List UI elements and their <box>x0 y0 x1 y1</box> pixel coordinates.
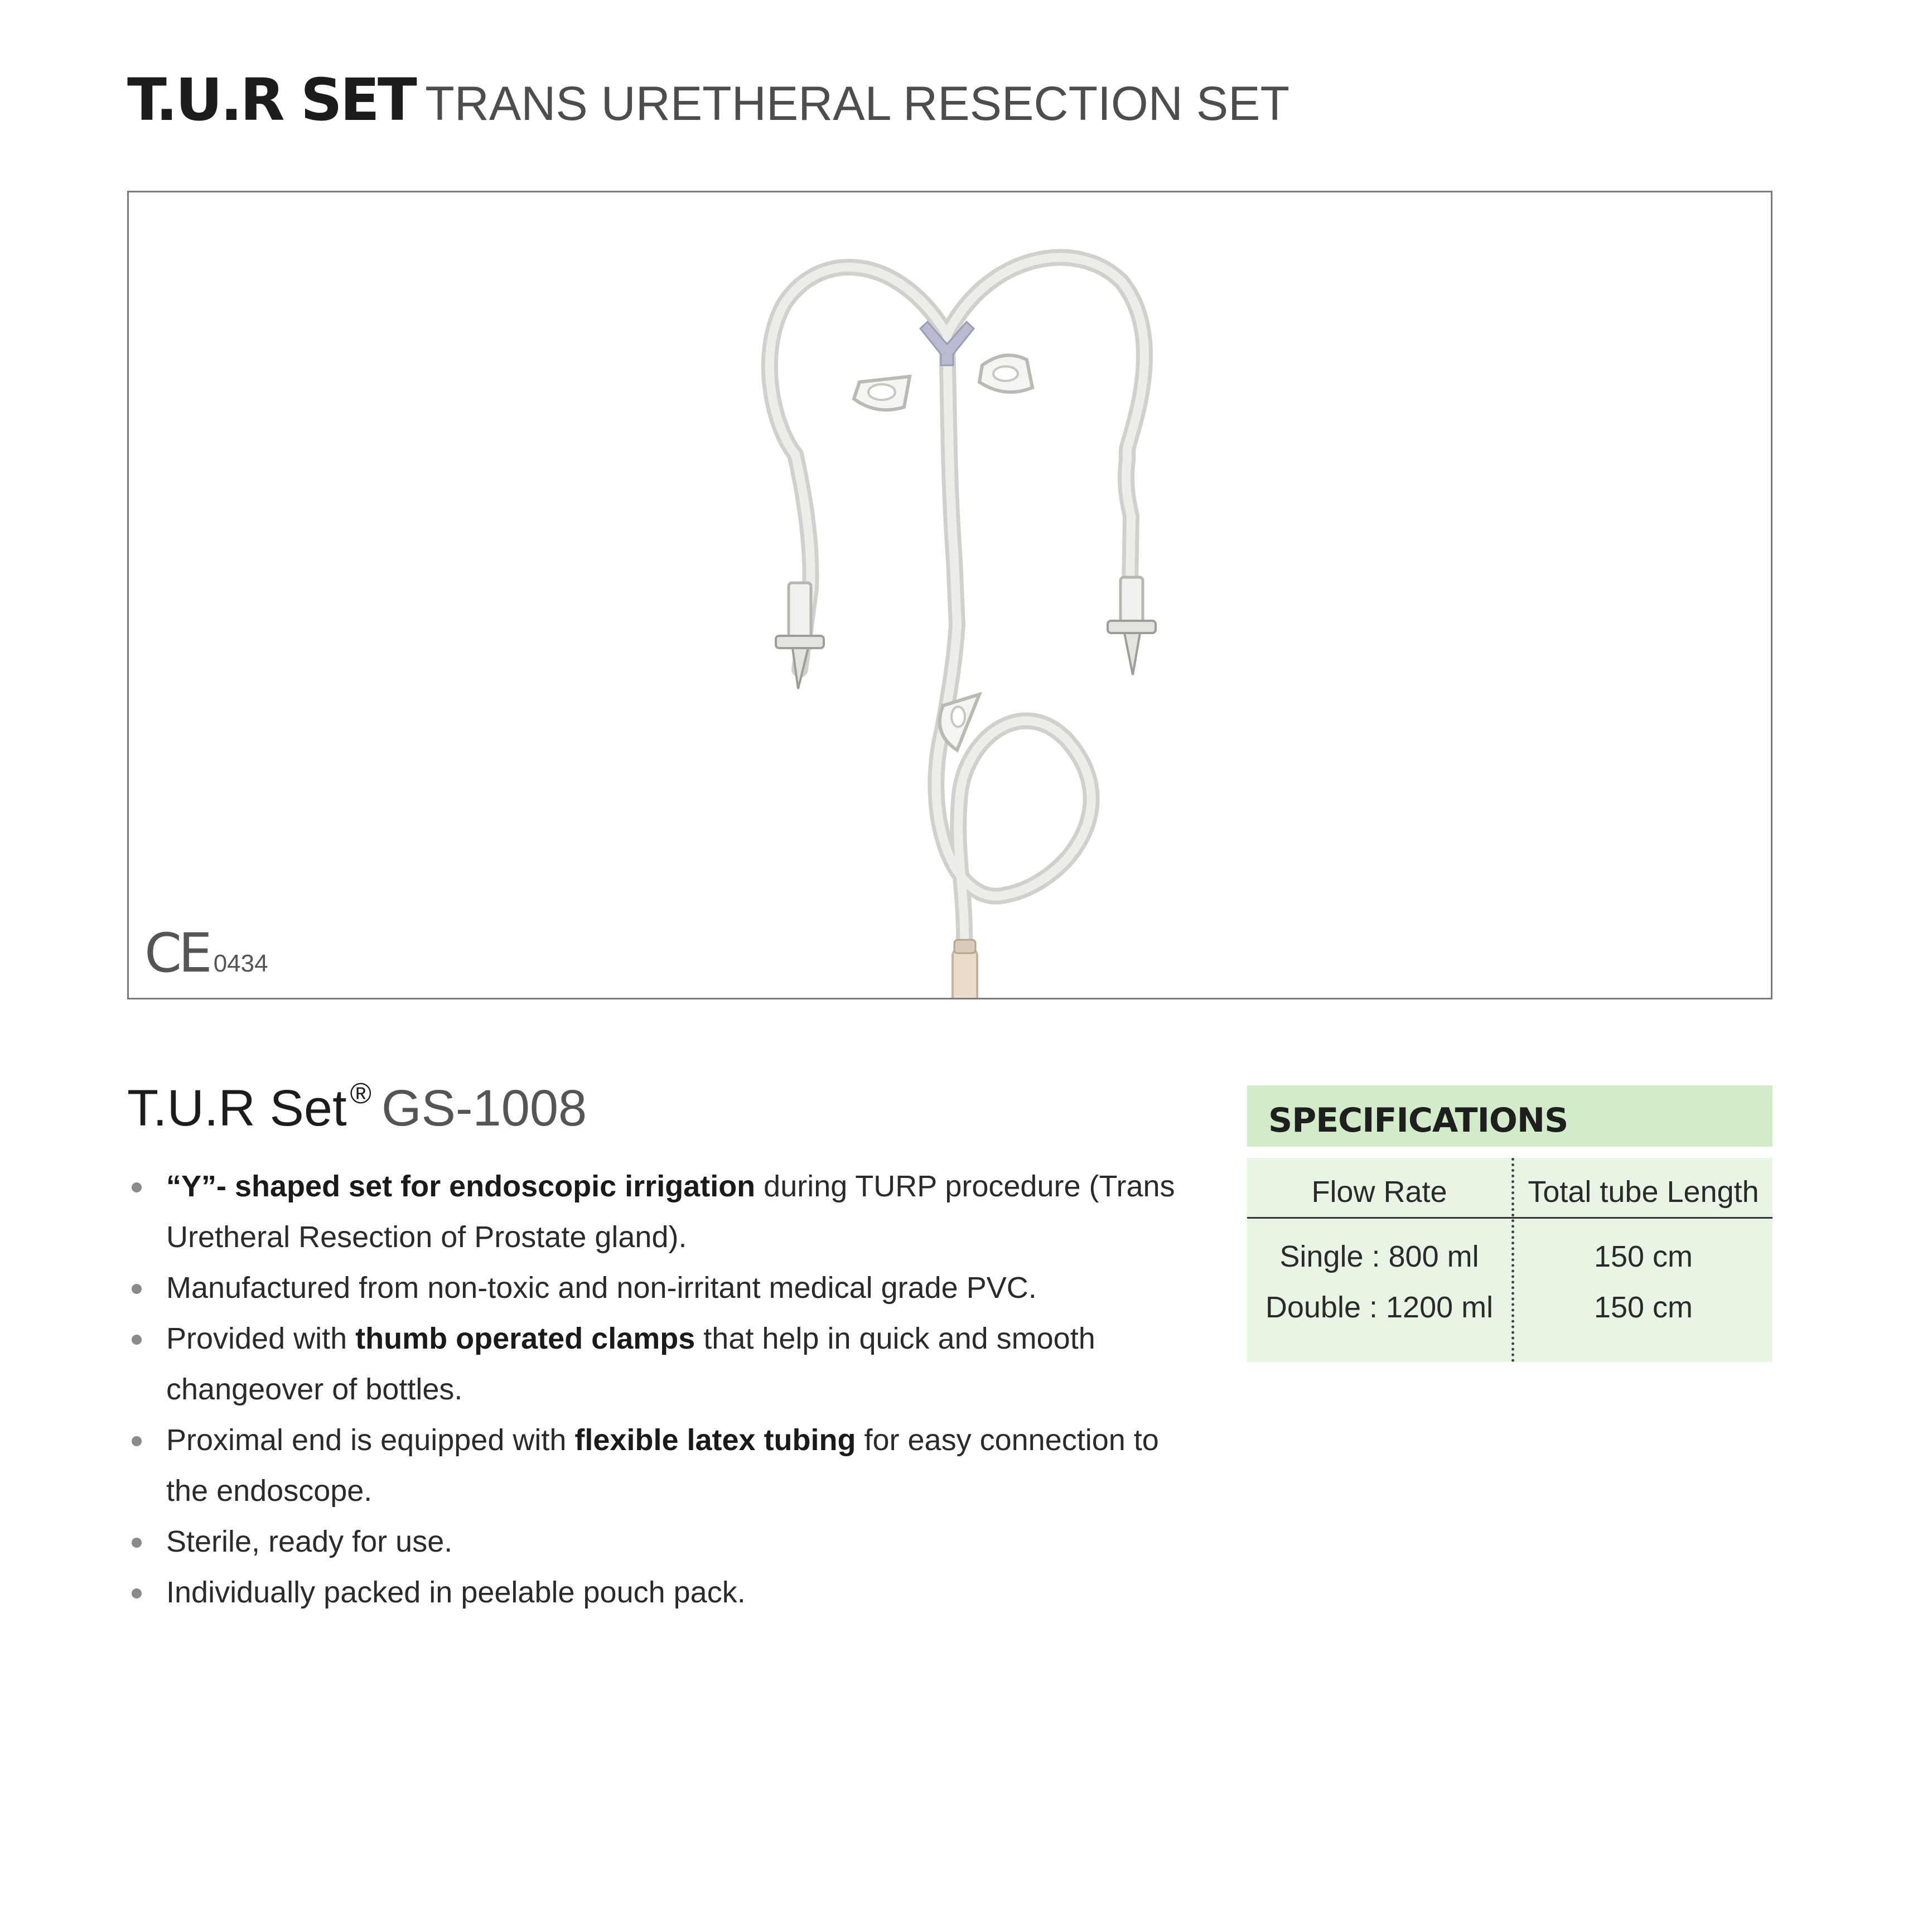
feature-item <box>128 1313 1188 1415</box>
specifications-header <box>1247 1085 1772 1147</box>
specifications-table <box>1247 1085 1772 1362</box>
bullet-icon <box>132 1436 142 1446</box>
feature-highlight: flexible latex tubing <box>574 1423 856 1457</box>
feature-text: Provided with <box>166 1322 356 1355</box>
header-rule <box>1247 1217 1772 1219</box>
feature-item <box>128 1161 1188 1263</box>
bullet-icon <box>132 1284 142 1294</box>
column-header-tube-length: Total tube Length <box>1528 1175 1759 1209</box>
feature-text: during TURP procedure (Trans Uretheral Resection of Prostate gland). <box>166 1170 1175 1254</box>
feature-text: Sterile, ready for use. <box>166 1525 453 1558</box>
page-header <box>127 66 1289 144</box>
spec-cell: Double : 1200 ml <box>1265 1291 1494 1324</box>
feature-item <box>128 1415 1188 1516</box>
page-title: T.U.R SET <box>127 66 415 134</box>
bullet-icon <box>132 1335 142 1345</box>
feature-list <box>128 1161 1188 1618</box>
product-title <box>127 1079 587 1138</box>
feature-text: Individually packed in peelable pouch pack. <box>166 1576 746 1609</box>
feature-text: Manufactured from non-toxic and non-irritant medical grade PVC. <box>166 1271 1037 1305</box>
ce-certification-mark <box>144 922 268 984</box>
bullet-icon <box>132 1182 142 1192</box>
feature-highlight: thumb operated clamps <box>355 1322 695 1355</box>
spec-cell: Single : 800 ml <box>1279 1240 1479 1273</box>
ce-logo: CE <box>144 922 209 984</box>
spec-cell: 150 cm <box>1593 1291 1693 1324</box>
latex-tubing <box>953 948 977 998</box>
spec-cell: 150 cm <box>1593 1240 1693 1273</box>
product-code: GS-1008 <box>381 1080 587 1137</box>
product-name: T.U.R Set <box>127 1080 347 1137</box>
tur-set-illustration <box>129 192 1771 998</box>
feature-item <box>128 1516 1188 1567</box>
column-header-flow-rate: Flow Rate <box>1311 1175 1447 1209</box>
ce-notified-body-number: 0434 <box>213 950 268 977</box>
bullet-icon <box>132 1538 142 1548</box>
registered-mark: ® <box>350 1078 371 1110</box>
page-subtitle: TRANS URETHERAL RESECTION SET <box>425 77 1290 131</box>
product-photo-frame <box>127 191 1772 999</box>
bullet-icon <box>132 1588 142 1598</box>
feature-text: that help in quick and smooth changeover of bottles. <box>166 1322 1095 1406</box>
specifications-heading: SPECIFICATIONS <box>1268 1101 1568 1140</box>
feature-text: for easy connection to the endoscope. <box>166 1423 1159 1508</box>
feature-item <box>128 1567 1188 1618</box>
feature-highlight: “Y”- shaped set for endoscopic irrigation <box>166 1170 756 1203</box>
feature-text: Proximal end is equipped with <box>166 1423 575 1457</box>
feature-item <box>128 1263 1188 1313</box>
